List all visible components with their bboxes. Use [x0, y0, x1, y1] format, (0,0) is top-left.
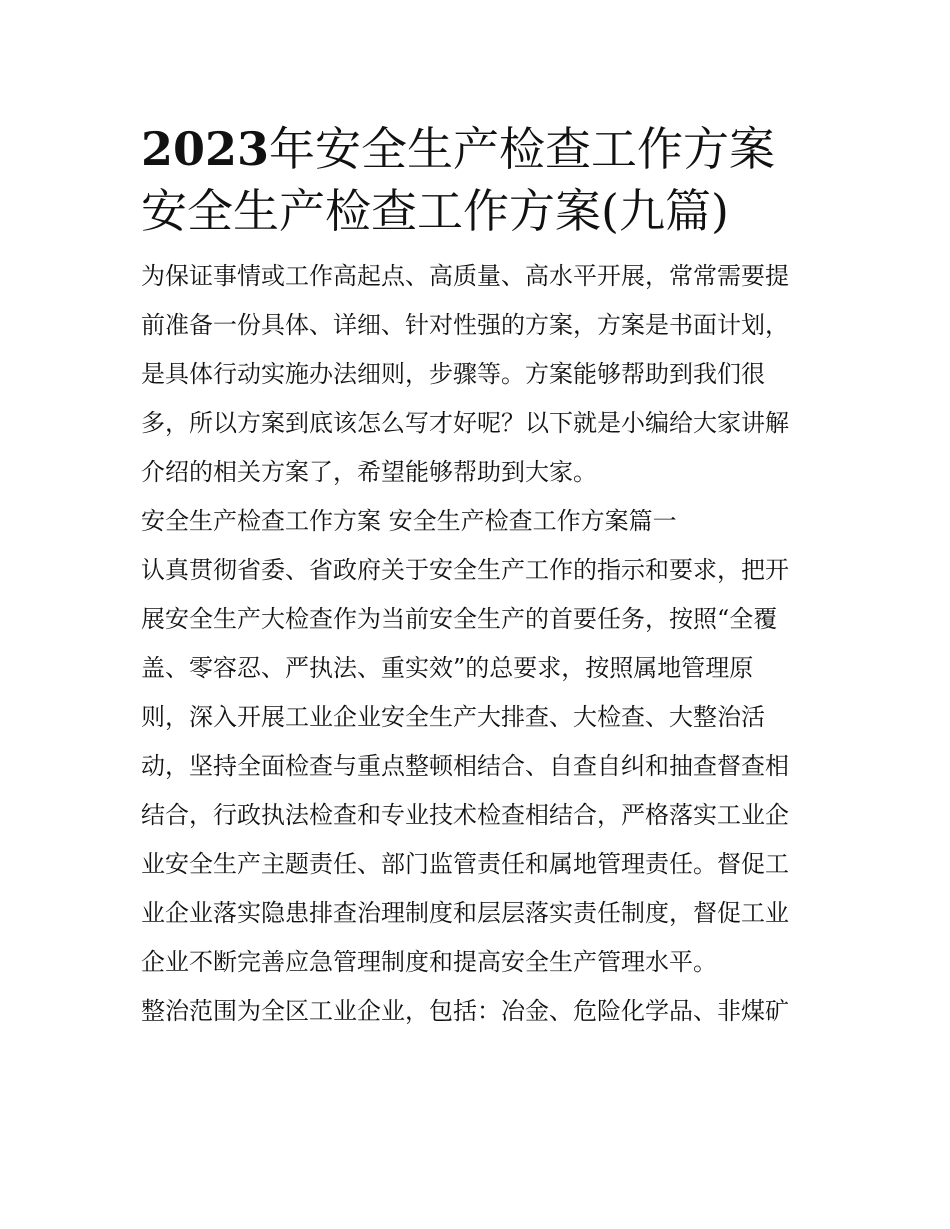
text-line: 业企业落实隐患排查治理制度和层层落实责任制度，督促工业	[141, 899, 789, 927]
title-line-1-text: 年安全生产检查工作方案	[269, 122, 776, 176]
body-paragraph-1	[141, 546, 813, 987]
body-paragraph-2	[141, 987, 813, 1036]
text-line: 是具体行动实施办法细则，步骤等。方案能够帮助到我们很	[141, 360, 765, 388]
text-line: 为保证事情或工作高起点、高质量、高水平开展，常常需要提	[141, 262, 789, 290]
title-line-2: 安全生产检查工作方案(九篇)	[141, 184, 729, 238]
text-line: 则，深入开展工业企业安全生产大排查、大检查、大整治活	[141, 703, 765, 731]
text-line: 认真贯彻省委、省政府关于安全生产工作的指示和要求，把开	[141, 556, 789, 584]
text-line: 业安全生产主题责任、部门监管责任和属地管理责任。督促工	[141, 850, 789, 878]
title-year: 2023	[141, 122, 270, 176]
text-line: 动，坚持全面检查与重点整顿相结合、自查自纠和抽查督查相	[141, 752, 789, 780]
text-line: 前准备一份具体、详细、针对性强的方案，方案是书面计划，	[141, 311, 789, 339]
document-body	[141, 252, 821, 1036]
text-line: 介绍的相关方案了，希望能够帮助到大家。	[141, 458, 597, 486]
section-heading	[141, 497, 813, 546]
text-line: 企业不断完善应急管理制度和提高安全生产管理水平。	[141, 948, 717, 976]
intro-paragraph	[141, 252, 813, 497]
section-heading-text: 安全生产检查工作方案 安全生产检查工作方案篇一	[141, 507, 677, 535]
document-page	[141, 118, 821, 1036]
text-line: 展安全生产大检查作为当前安全生产的首要任务，按照“全覆	[141, 605, 778, 633]
text-line: 整治范围为全区工业企业，包括：冶金、危险化学品、非煤矿	[141, 997, 789, 1025]
text-line: 多，所以方案到底该怎么写才好呢？以下就是小编给大家讲解	[141, 409, 789, 437]
title-line-1	[141, 118, 821, 180]
document-title	[141, 118, 821, 242]
text-line: 盖、零容忍、严执法、重实效”的总要求，按照属地管理原	[141, 654, 754, 682]
text-line: 结合，行政执法检查和专业技术检查相结合，严格落实工业企	[141, 801, 789, 829]
